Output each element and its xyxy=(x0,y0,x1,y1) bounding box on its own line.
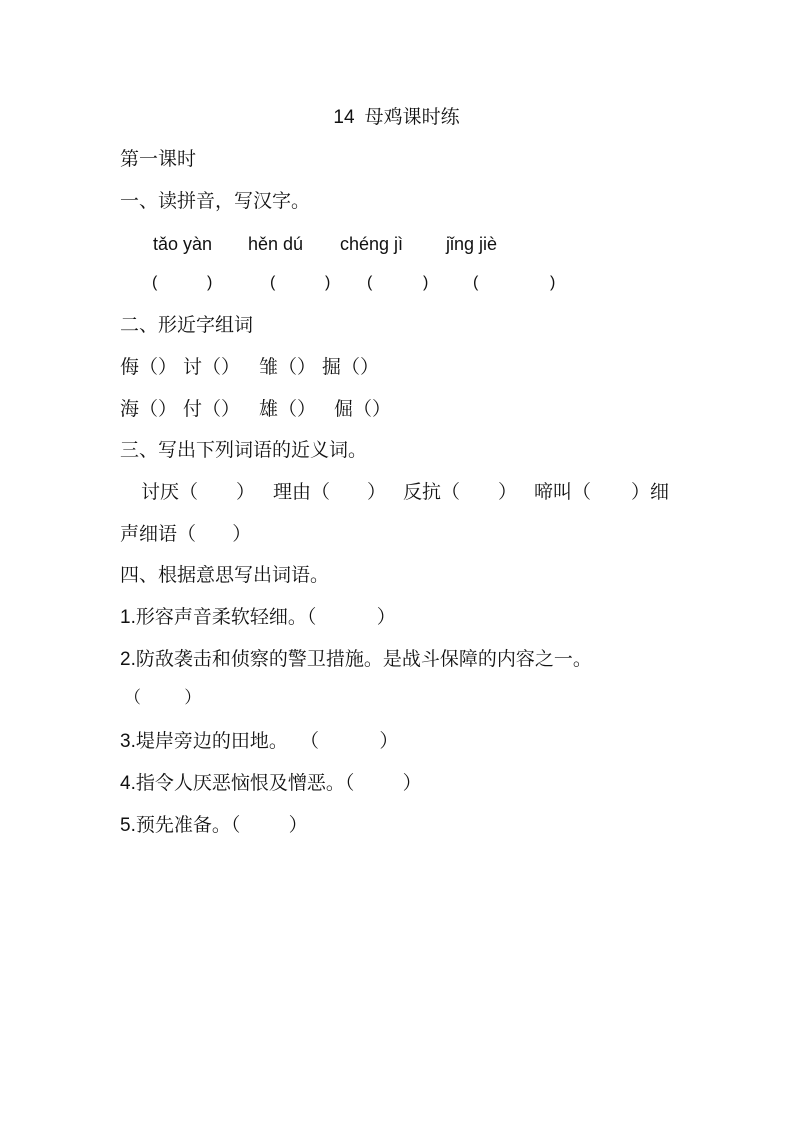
synonym-blank-close: ） xyxy=(498,481,518,503)
definition-item-2: 2.防敌袭击和侦察的警卫措施。是战斗保障的内容之一。 xyxy=(120,648,592,670)
answer-blank-close: ) xyxy=(423,274,429,291)
word-cell: 倔（） xyxy=(334,398,392,420)
section-1-heading: 一、读拼音，写汉字。 xyxy=(120,190,311,212)
lesson-label: 第一课时 xyxy=(120,148,197,170)
word-cell: 雏（） xyxy=(259,356,317,378)
answer-blank-open: ( xyxy=(270,274,276,291)
section-2-heading: 二、形近字组词 xyxy=(120,314,254,336)
word-cell: 海（） xyxy=(120,398,178,420)
word-cell: 讨（） xyxy=(183,356,241,378)
definition-item-5: 5.预先准备。（ ） xyxy=(120,814,308,836)
synonym-word: 啼叫（ xyxy=(534,481,592,503)
word-cell: 雄（） xyxy=(259,398,317,420)
pinyin-1: tǎo yàn xyxy=(153,234,213,254)
definition-item-3: 3.堤岸旁边的田地。 （ ） xyxy=(120,730,399,752)
answer-blank-close: ) xyxy=(207,274,213,291)
answer-blank-open: ( xyxy=(473,274,479,291)
synonym-word: 反抗（ xyxy=(403,481,461,503)
section-4-heading: 四、根据意思写出词语。 xyxy=(120,564,330,586)
section-3-heading: 三、写出下列词语的近义词。 xyxy=(120,439,368,461)
word-cell: 侮（） xyxy=(120,356,178,378)
answer-blank-close: ) xyxy=(550,274,556,291)
synonym-word: 理由（ xyxy=(273,481,331,503)
pinyin-3: chénɡ jì xyxy=(340,234,404,254)
synonym-blank-close: ） xyxy=(367,481,387,503)
synonym-word: 讨厌（ xyxy=(141,481,199,503)
synonym-line-2: 声细语（ ） xyxy=(120,523,252,545)
pinyin-4: jǐnɡ jiè xyxy=(446,234,498,254)
answer-blank-open: ( xyxy=(152,274,158,291)
definition-item-1: 1.形容声音柔软轻细。（ ） xyxy=(120,606,396,628)
word-cell: 掘（） xyxy=(322,356,380,378)
answer-blank-close: ) xyxy=(325,274,331,291)
page-title: 14 母鸡课时练 xyxy=(333,106,460,128)
synonym-blank-close: ） xyxy=(236,481,256,503)
answer-blank-open: ( xyxy=(367,274,373,291)
pinyin-2: hěn dú xyxy=(248,234,304,254)
word-cell: 付（） xyxy=(183,398,241,420)
definition-item-2-blank: （ ） xyxy=(124,688,202,708)
synonym-blank-close: ）细 xyxy=(631,481,670,503)
definition-item-4: 4.指令人厌恶恼恨及憎恶。（ ） xyxy=(120,772,422,794)
